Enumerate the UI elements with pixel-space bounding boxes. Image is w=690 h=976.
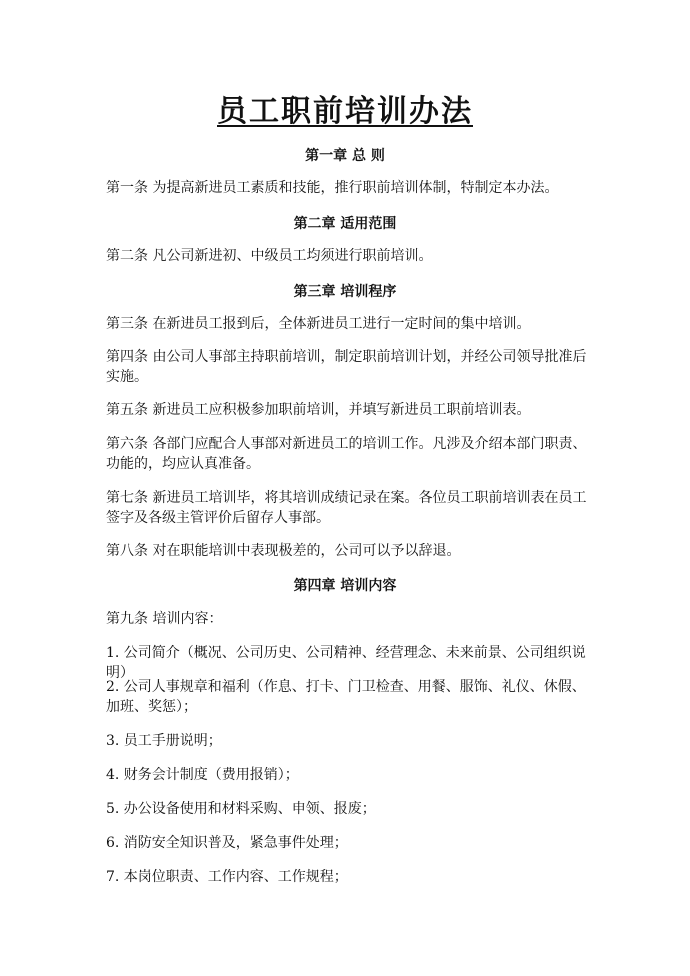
training-item: 7. 本岗位职责、工作内容、工作规程； — [106, 869, 348, 885]
article-paragraph: 第八条 对在职能培训中表现极差的，公司可以予以辞退。 — [106, 543, 461, 559]
article-paragraph: 第四条 由公司人事部主持职前培训，制定职前培训计划，并经公司领导批准后实施。 — [106, 349, 587, 385]
document-title — [0, 86, 690, 130]
article-paragraph: 第一条 为提高新进员工素质和技能，推行职前培训体制，特制定本办法。 — [106, 180, 559, 196]
training-item: 6. 消防安全知识普及，紧急事件处理； — [106, 835, 348, 851]
article-paragraph: 第九条 培训内容： — [106, 611, 223, 627]
article-paragraph: 第三条 在新进员工报到后，全体新进员工进行一定时间的集中培训。 — [106, 316, 531, 332]
article-paragraph: 第五条 新进员工应积极参加职前培训，并填写新进员工职前培训表。 — [106, 402, 531, 418]
chapter-heading: 第一章 总 则 — [305, 148, 385, 164]
article-paragraph: 第七条 新进员工培训毕，将其培训成绩记录在案。各位员工职前培训表在员工签字及各级主管评价后留存人事部。 — [106, 490, 587, 526]
title-text: 员工职前培训办法 — [217, 94, 473, 129]
training-item: 5. 办公设备使用和材料采购、申领、报废； — [106, 801, 376, 817]
training-item: 4. 财务会计制度（费用报销）； — [106, 767, 299, 783]
chapter-heading: 第三章 培训程序 — [293, 284, 397, 300]
article-paragraph: 第二条 凡公司新进初、中级员工均须进行职前培训。 — [106, 248, 433, 264]
chapter-heading: 第二章 适用范围 — [293, 216, 397, 232]
chapter-heading: 第四章 培训内容 — [293, 578, 397, 594]
article-paragraph: 第六条 各部门应配合人事部对新进员工的培训工作。凡涉及介绍本部门职责、功能的，均应认真准备。 — [106, 436, 587, 472]
training-item: 3. 员工手册说明； — [106, 733, 222, 749]
training-item: 1. 公司简介（概况、公司历史、公司精神、经营理念、未来前景、公司组织说明） — [106, 645, 586, 681]
training-item: 2. 公司人事规章和福利（作息、打卡、门卫检查、用餐、服饰、礼仪、休假、加班、奖惩）； — [106, 679, 586, 715]
